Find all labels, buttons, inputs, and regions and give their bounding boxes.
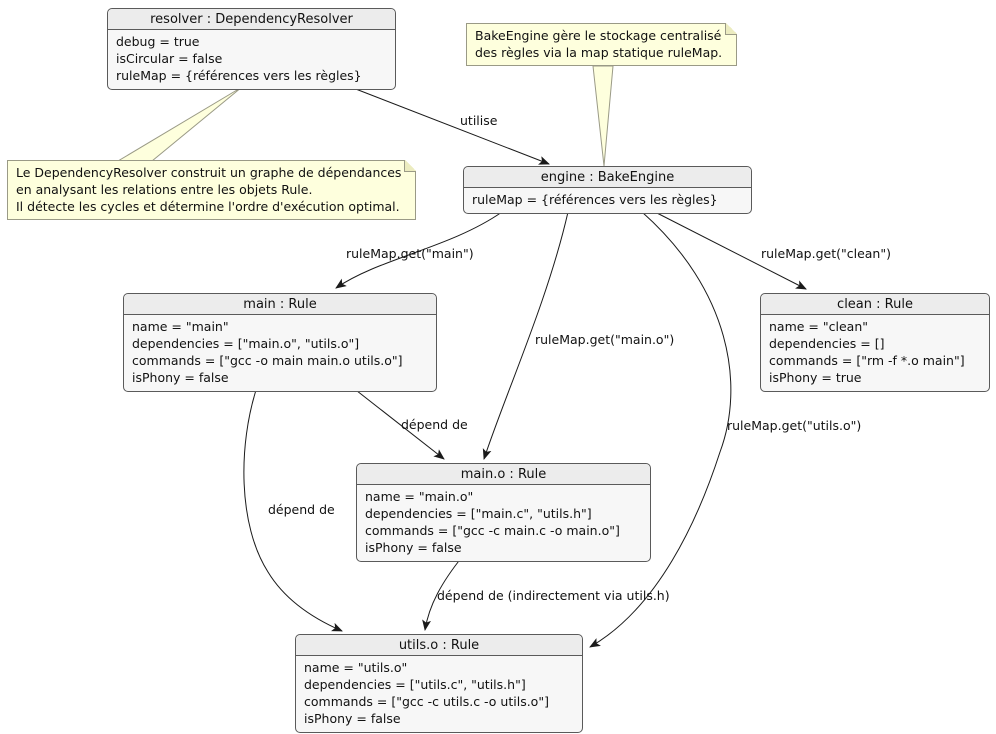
object-attribute: commands = ["gcc -c main.c -o main.o"] bbox=[365, 523, 620, 538]
object-attribute: isPhony = false bbox=[365, 540, 462, 555]
object-title-utils-o: utils.o : Rule bbox=[296, 635, 582, 656]
object-attribute: debug = true bbox=[116, 34, 200, 49]
note-fold-icon bbox=[404, 160, 416, 172]
note-anchor-engine bbox=[593, 66, 613, 166]
object-body bbox=[357, 485, 650, 561]
object-attribute: dependencies = ["main.o", "utils.o"] bbox=[132, 336, 360, 351]
note-anchor-resolver bbox=[118, 87, 242, 161]
object-attribute: commands = ["rm -f *.o main"] bbox=[769, 353, 965, 368]
object-attribute: ruleMap = {références vers les règles} bbox=[116, 68, 362, 83]
object-attribute: commands = ["gcc -c utils.c -o utils.o"] bbox=[304, 694, 549, 709]
object-body bbox=[761, 315, 989, 391]
object-attribute: name = "utils.o" bbox=[304, 660, 408, 675]
edge-label-get-clean: ruleMap.get("clean") bbox=[761, 246, 891, 261]
note-line: Le DependencyResolver construit un graphe de dépendances bbox=[16, 165, 402, 180]
object-title-clean: clean : Rule bbox=[761, 294, 989, 315]
object-attribute: isPhony = true bbox=[769, 370, 862, 385]
object-attribute: dependencies = [] bbox=[769, 336, 885, 351]
note-line: en analysant les relations entre les objets Rule. bbox=[16, 182, 313, 197]
object-body bbox=[124, 315, 436, 391]
note-line: BakeEngine gère le stockage centralisé bbox=[475, 28, 722, 43]
object-body bbox=[464, 188, 751, 213]
object-box-utils-o bbox=[295, 634, 583, 733]
edge-label-get-main-o: ruleMap.get("main.o") bbox=[535, 332, 675, 347]
object-box-main bbox=[123, 293, 437, 392]
object-attribute: commands = ["gcc -o main main.o utils.o"] bbox=[132, 353, 403, 368]
note-fold-icon bbox=[725, 23, 737, 35]
edge-engine-utilso bbox=[590, 212, 731, 647]
object-attribute: dependencies = ["utils.c", "utils.h"] bbox=[304, 677, 526, 692]
edge-resolver-engine bbox=[348, 86, 549, 164]
object-attribute: name = "clean" bbox=[769, 319, 868, 334]
object-attribute: name = "main.o" bbox=[365, 489, 474, 504]
note-line: Il détecte les cycles et détermine l'ordre d'exécution optimal. bbox=[16, 199, 400, 214]
object-box-main-o bbox=[356, 463, 651, 562]
object-body bbox=[108, 30, 395, 89]
object-title-main: main : Rule bbox=[124, 294, 436, 315]
object-attribute: ruleMap = {références vers les règles} bbox=[472, 192, 718, 207]
object-title-main-o: main.o : Rule bbox=[357, 464, 650, 485]
object-attribute: dependencies = ["main.c", "utils.h"] bbox=[365, 506, 592, 521]
object-body bbox=[296, 656, 582, 732]
object-attribute: isPhony = false bbox=[304, 711, 401, 726]
object-box-resolver bbox=[107, 8, 396, 90]
note-line: des règles via la map statique ruleMap. bbox=[475, 45, 723, 60]
object-attribute: name = "main" bbox=[132, 319, 229, 334]
object-box-engine bbox=[463, 166, 752, 214]
edge-label-depend-indirect: dépend de (indirectement via utils.h) bbox=[437, 588, 670, 603]
edge-label-utilise: utilise bbox=[460, 113, 498, 128]
edge-label-get-utils-o: ruleMap.get("utils.o") bbox=[727, 418, 862, 433]
note-engine bbox=[466, 23, 737, 66]
edge-label-get-main: ruleMap.get("main") bbox=[346, 246, 474, 261]
object-attribute: isPhony = false bbox=[132, 370, 229, 385]
object-box-clean bbox=[760, 293, 990, 392]
edge-label-depend-de-2: dépend de bbox=[268, 502, 335, 517]
edge-label-depend-de-1: dépend de bbox=[401, 417, 468, 432]
note-resolver bbox=[7, 160, 416, 220]
object-title-engine: engine : BakeEngine bbox=[464, 167, 751, 188]
object-attribute: isCircular = false bbox=[116, 51, 223, 66]
object-title-resolver: resolver : DependencyResolver bbox=[108, 9, 395, 30]
